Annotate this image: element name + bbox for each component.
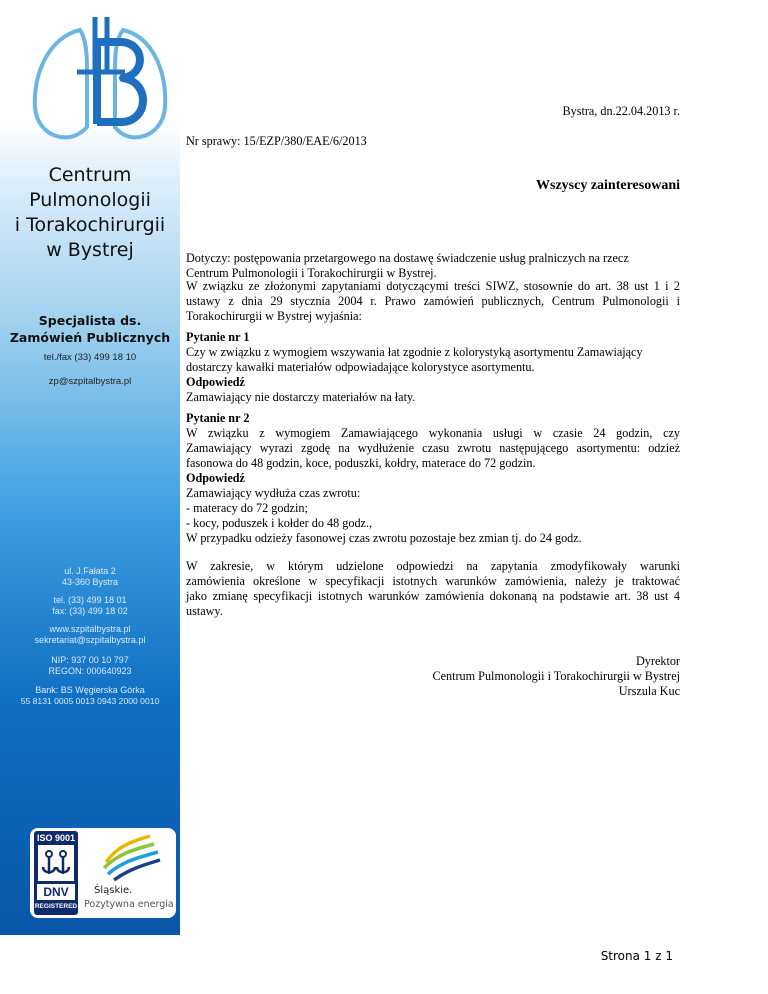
website-link[interactable]: www.szpitalbystra.pl bbox=[49, 624, 131, 634]
center-name-line: Centrum bbox=[48, 164, 132, 186]
anchor-icon bbox=[38, 845, 74, 881]
regon-line: REGON: 000640923 bbox=[48, 666, 132, 676]
specialist-title-line: Zamówień Publicznych bbox=[9, 330, 171, 345]
subject-line: Centrum Pulmonologii i Torakochirurgii w Bystrej. bbox=[186, 266, 437, 280]
answer-1-line: Zamawiający nie dostarczy materiałów na łaty. bbox=[186, 390, 416, 404]
phone-line: tel. (33) 499 18 01 bbox=[53, 595, 127, 605]
iso-label: ISO 9001 bbox=[36, 833, 76, 843]
signature-block bbox=[432, 654, 680, 699]
address-line: 43-360 Bystra bbox=[61, 577, 119, 587]
specialist-phone: tel./fax (33) 499 18 10 bbox=[43, 352, 137, 363]
question-2-line: Zamawiający wyrazi zgodę na wydłużenie czasu zwrotu następującego asortymentu: odzież bbox=[186, 441, 680, 455]
intro-line: Torakochirurgii w Bystrej wyjaśnia: bbox=[186, 309, 362, 323]
question-1-block bbox=[186, 330, 680, 405]
bank-line: Bank: BS Węgierska Górka bbox=[35, 685, 145, 695]
intro-paragraph bbox=[186, 279, 680, 324]
nip-line: NIP: 937 00 10 797 bbox=[51, 655, 129, 665]
signature-name: Urszula Kuc bbox=[618, 684, 680, 698]
bank-account-line: 55 8131 0005 0013 0943 2000 0010 bbox=[20, 696, 160, 706]
page-number: Strona 1 z 1 bbox=[600, 949, 673, 963]
subject-paragraph bbox=[186, 251, 680, 281]
center-name-line: i Torakochirurgii bbox=[14, 214, 166, 236]
case-number: Nr sprawy: 15/EZP/380/EAE/6/2013 bbox=[186, 134, 367, 148]
registered-label: REGISTERED bbox=[34, 903, 78, 910]
question-2-line: W związku z wymogiem Zamawiającego wykonania usługi w czasie 24 godzin, czy bbox=[186, 426, 680, 440]
answer-2-line: - materacy do 72 godzin; bbox=[186, 501, 308, 515]
slaskie-waves-icon bbox=[100, 832, 162, 882]
recipients-heading: Wszyscy zainteresowani bbox=[536, 178, 680, 193]
center-name-line: Pulmonologii bbox=[29, 189, 151, 211]
specialist-email[interactable]: zp@szpitalbystra.pl bbox=[48, 376, 132, 387]
closing-line: ustawy. bbox=[186, 604, 223, 618]
signature-institution: Centrum Pulmonologii i Torakochirurgii w Bystrej bbox=[432, 669, 680, 683]
signature-title: Dyrektor bbox=[636, 654, 680, 668]
slaskie-slogan: Pozytywna energia bbox=[84, 899, 174, 910]
closing-line: jako zmianę specyfikacji istotnych warunków zamówienia dokonaną na podstawie art. 38 ust 4 bbox=[186, 589, 680, 603]
question-1-title: Pytanie nr 1 bbox=[186, 330, 250, 344]
center-name bbox=[0, 163, 180, 263]
fax-line: fax: (33) 499 18 02 bbox=[52, 606, 128, 616]
intro-line: ustawy z dnia 29 stycznia 2004 r. Prawo zamówień publicznych, Centrum Pulmonologii i bbox=[186, 294, 680, 308]
question-1-line: dostarczy kawałki materiałów odpowiadające kolorystyce asortymentu. bbox=[186, 360, 535, 374]
center-name-line: w Bystrej bbox=[46, 239, 134, 261]
slaskie-name: Śląskie. bbox=[94, 885, 133, 896]
answer-2-line: Zamawiający wydłuża czas zwrotu: bbox=[186, 486, 361, 500]
dnv-label: DNV bbox=[37, 884, 75, 900]
answer-2-line: - kocy, poduszek i kołder do 48 godz., bbox=[186, 516, 373, 530]
closing-line: W zakresie, w którym udzielone odpowiedzi na zapytania zmodyfikowały warunki bbox=[186, 559, 680, 573]
subject-line: Dotyczy: postępowania przetargowego na dostawę świadczenie usług pralniczych na rzecz bbox=[186, 251, 629, 265]
question-1-line: Czy w związku z wymogiem wszywania łat zgodnie z kolorystyką asortymentu Zamawiający bbox=[186, 345, 643, 359]
question-2-title: Pytanie nr 2 bbox=[186, 411, 250, 425]
address-line: ul. J.Fałata 2 bbox=[64, 566, 116, 576]
intro-line: W związku ze złożonymi zapytaniami dotyczącymi treści SIWZ, stosownie do art. 38 ust 1 i 2 bbox=[186, 279, 680, 293]
letter-date: Bystra, dn.22.04.2013 r. bbox=[562, 104, 680, 118]
answer-2-line: W przypadku odzieży fasonowej czas zwrotu pozostaje bez zmian tj. do 24 godz. bbox=[186, 531, 582, 545]
hospital-lungs-logo bbox=[25, 12, 175, 152]
specialist-title bbox=[0, 312, 180, 346]
answer-2-title: Odpowiedź bbox=[186, 471, 245, 485]
closing-line: zamówienia określone w specyfikacji istotnych warunków zamówienia, należy je traktować bbox=[186, 574, 680, 588]
question-2-block bbox=[186, 411, 680, 546]
secretariat-email[interactable]: sekretariat@szpitalbystra.pl bbox=[34, 635, 146, 645]
closing-paragraph bbox=[186, 559, 680, 619]
certification-logos bbox=[30, 828, 176, 918]
question-2-line: fasonowa do 48 godzin, koce, poduszki, kołdry, materace do 72 godzin. bbox=[186, 456, 536, 470]
iso-9001-badge bbox=[34, 831, 78, 915]
letterhead-sidebar bbox=[0, 0, 180, 935]
answer-1-title: Odpowiedź bbox=[186, 375, 245, 389]
specialist-title-line: Specjalista ds. bbox=[38, 313, 142, 328]
